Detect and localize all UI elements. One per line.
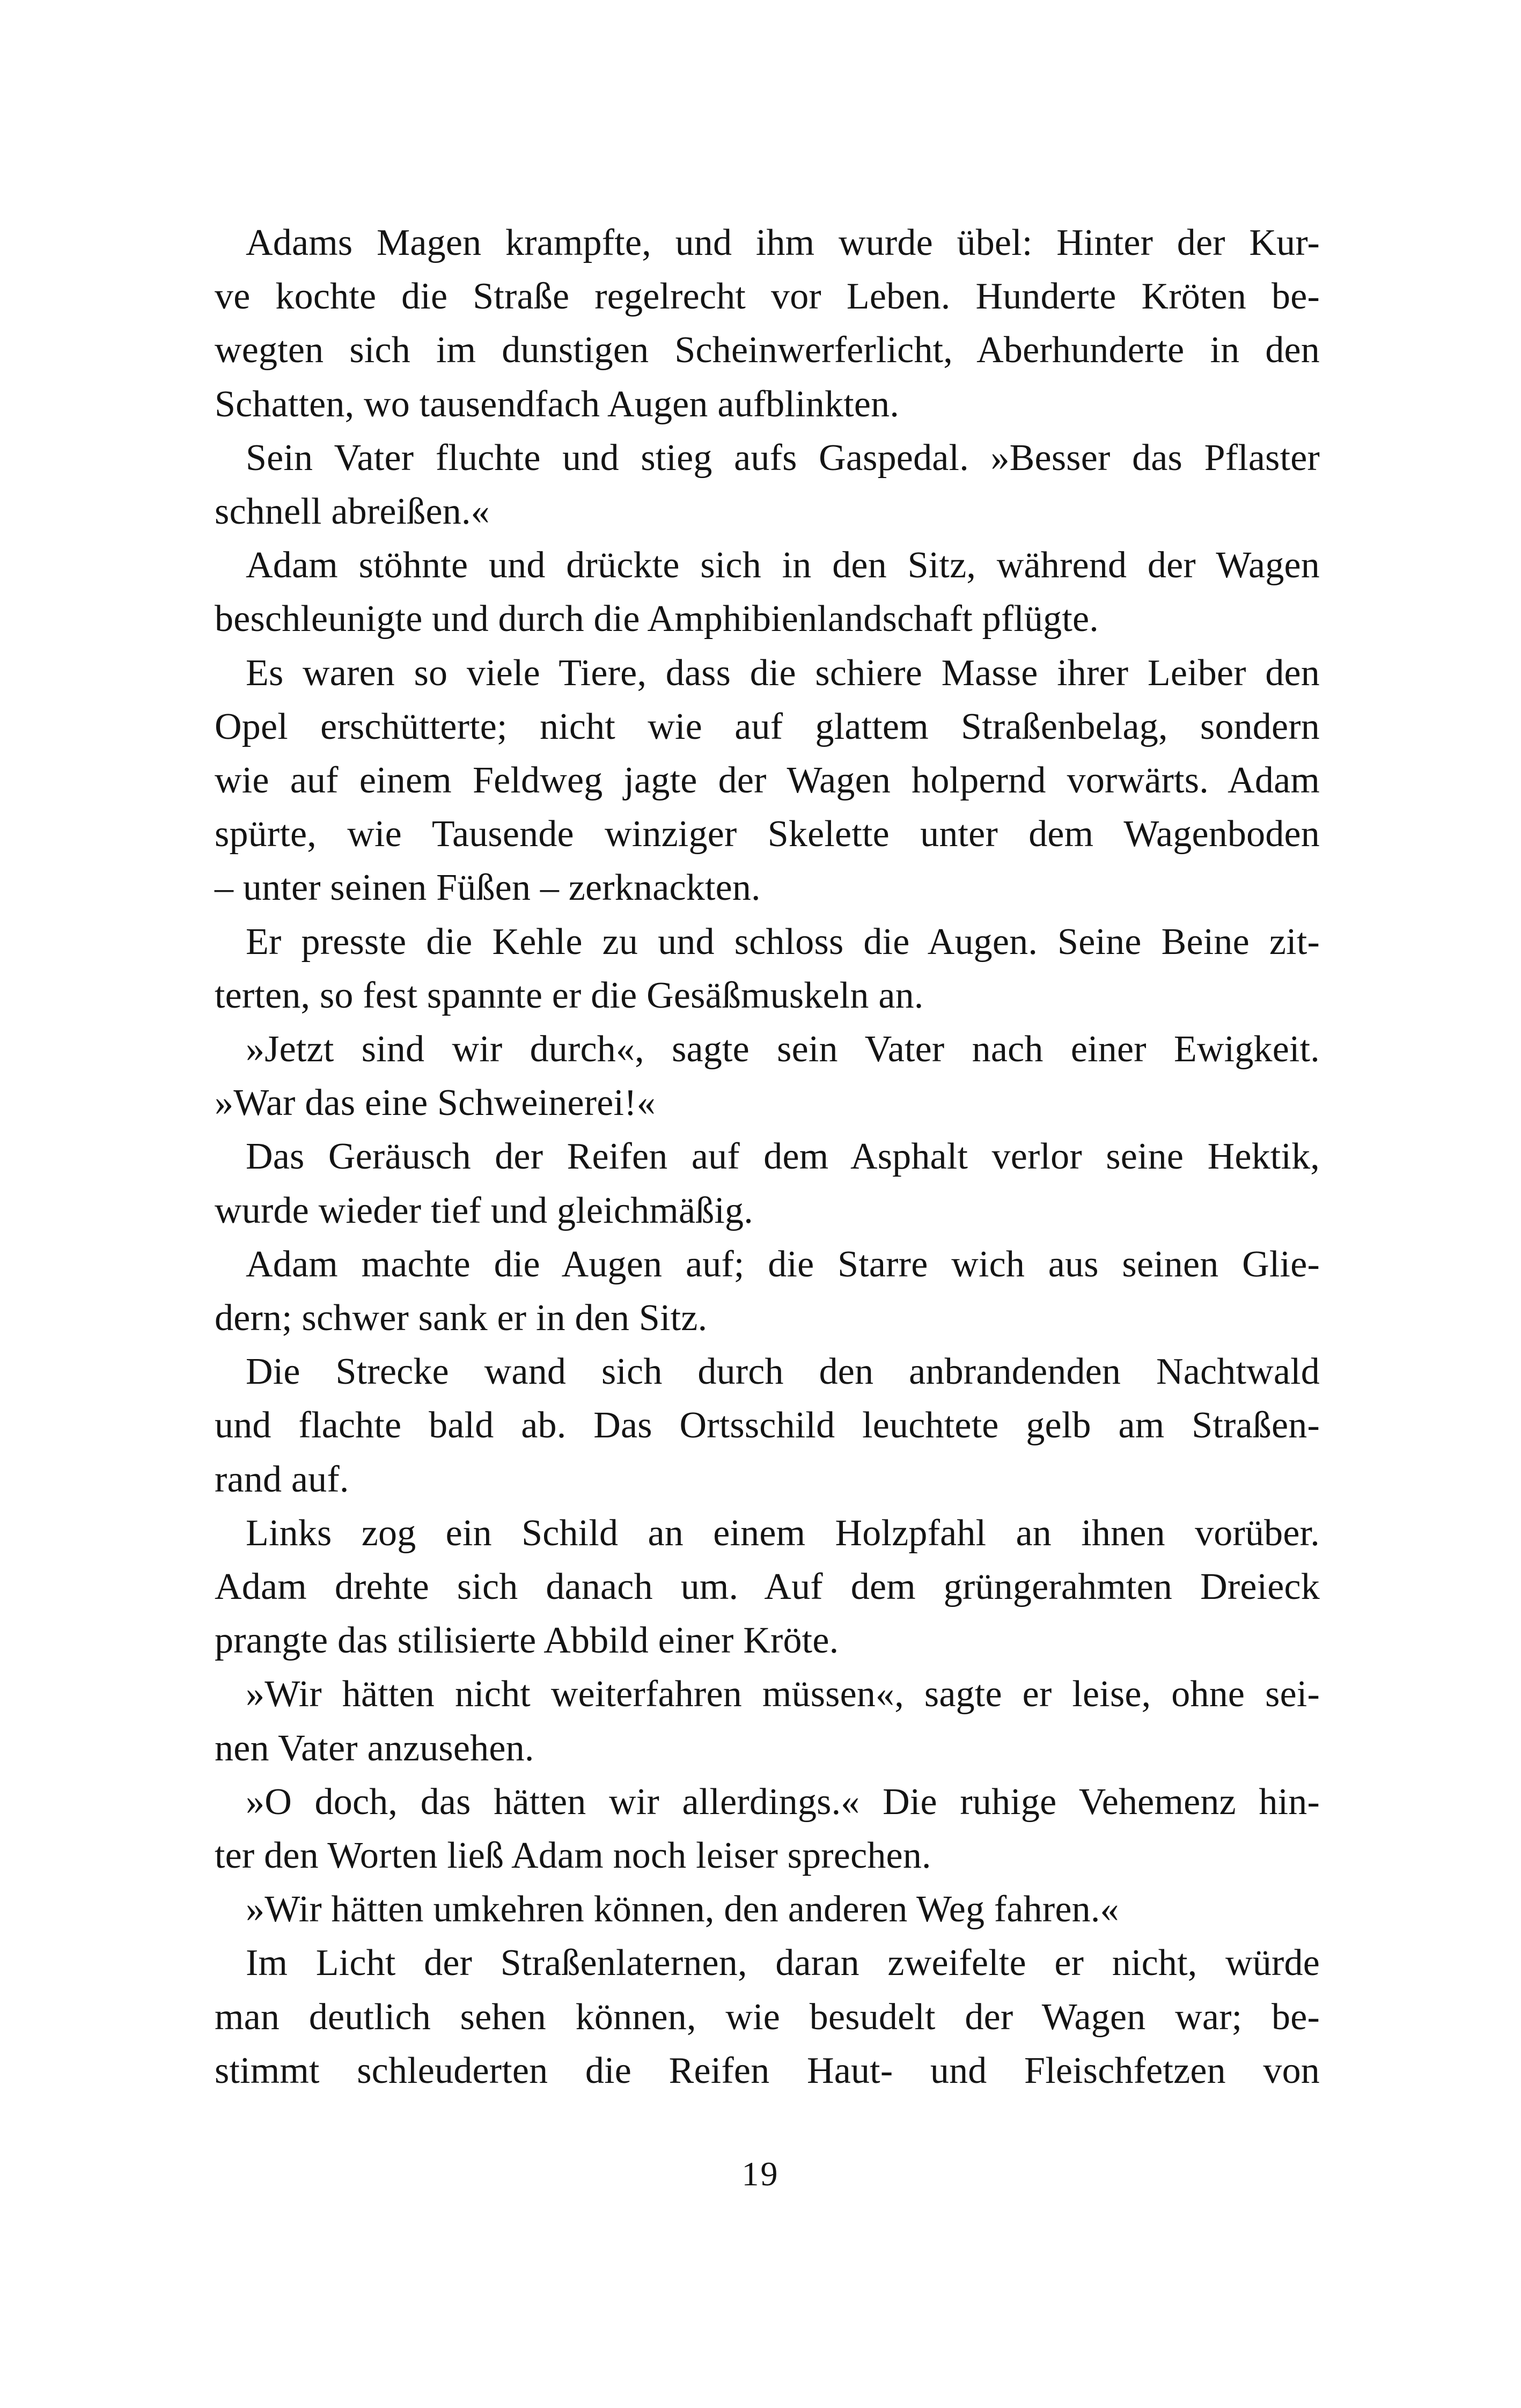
text-line: wurde wieder tief und gleichmäßig. bbox=[215, 1190, 753, 1231]
text-line: Adams Magen krampfte, und ihm wurde übel: Hinter der Kur- bbox=[246, 222, 1320, 263]
text-line: »Wir hätten umkehren können, den anderen Weg fahren.« bbox=[246, 1889, 1119, 1930]
text-line: Sein Vater fluchte und stieg aufs Gaspedal. »Besser das Pflaster bbox=[246, 437, 1320, 479]
text-line: Adam machte die Augen auf; die Starre wich aus seinen Glie- bbox=[246, 1244, 1320, 1285]
text-line: rand auf. bbox=[215, 1459, 349, 1500]
text-line: Das Geräusch der Reifen auf dem Asphalt verlor seine Hektik, bbox=[246, 1136, 1320, 1177]
text-line: schnell abreißen.« bbox=[215, 491, 490, 532]
text-line: Er presste die Kehle zu und schloss die Augen. Seine Beine zit- bbox=[246, 921, 1320, 963]
text-line: Die Strecke wand sich durch den anbrandenden Nachtwald bbox=[246, 1351, 1320, 1392]
text-line: ter den Worten ließ Adam noch leiser sprechen. bbox=[215, 1835, 931, 1876]
text-line: und flachte bald ab. Das Ortsschild leuchtete gelb am Straßen- bbox=[215, 1405, 1320, 1446]
text-line: Es waren so viele Tiere, dass die schiere Masse ihrer Leiber den bbox=[246, 652, 1320, 694]
text-line: »Jetzt sind wir durch«, sagte sein Vater nach einer Ewigkeit. bbox=[246, 1029, 1320, 1070]
text-line: beschleunigte und durch die Amphibienlandschaft pflügte. bbox=[215, 598, 1099, 640]
text-line: Im Licht der Straßenlaternen, daran zweifelte er nicht, würde bbox=[246, 1942, 1320, 1984]
text-line: Schatten, wo tausendfach Augen aufblinkten. bbox=[215, 384, 900, 425]
text-line: prangte das stilisierte Abbild einer Kröte. bbox=[215, 1620, 839, 1661]
text-line: »O doch, das hätten wir allerdings.« Die ruhige Vehemenz hin- bbox=[246, 1781, 1320, 1823]
text-line: wegten sich im dunstigen Scheinwerferlicht, Aberhunderte in den bbox=[215, 329, 1320, 371]
text-line: Links zog ein Schild an einem Holzpfahl an ihnen vorüber. bbox=[246, 1513, 1320, 1554]
text-line: terten, so fest spannte er die Gesäßmuskeln an. bbox=[215, 975, 924, 1016]
text-line: man deutlich sehen können, wie besudelt der Wagen war; be- bbox=[215, 1996, 1320, 2038]
text-line: Adam drehte sich danach um. Auf dem grüngerahmten Dreieck bbox=[215, 1566, 1320, 1607]
page-number: 19 bbox=[741, 2155, 780, 2193]
text-line: wie auf einem Feldweg jagte der Wagen holpernd vorwärts. Adam bbox=[215, 760, 1320, 801]
text-line: »War das eine Schweinerei!« bbox=[215, 1082, 656, 1124]
text-line: – unter seinen Füßen – zerknackten. bbox=[215, 867, 761, 908]
text-line: nen Vater anzusehen. bbox=[215, 1728, 534, 1769]
text-line: spürte, wie Tausende winziger Skelette unter dem Wagenboden bbox=[215, 813, 1320, 855]
text-line: stimmt schleuderten die Reifen Haut- und Fleischfetzen von bbox=[215, 2050, 1320, 2091]
text-line: »Wir hätten nicht weiterfahren müssen«, sagte er leise, ohne sei- bbox=[246, 1673, 1320, 1715]
text-line: ve kochte die Straße regelrecht vor Leben. Hunderte Kröten be- bbox=[215, 276, 1320, 317]
text-line: dern; schwer sank er in den Sitz. bbox=[215, 1297, 708, 1339]
text-line: Adam stöhnte und drückte sich in den Sitz, während der Wagen bbox=[246, 545, 1320, 586]
text-line: Opel erschütterte; nicht wie auf glattem Straßenbelag, sondern bbox=[215, 706, 1320, 747]
